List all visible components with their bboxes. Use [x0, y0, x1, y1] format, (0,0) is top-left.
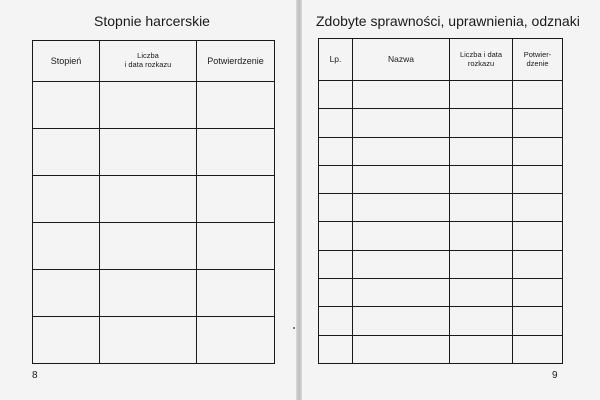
table-cell[interactable]: [513, 137, 563, 165]
table-row: [319, 222, 563, 250]
table-row: [33, 317, 275, 364]
table-cell[interactable]: [513, 307, 563, 335]
table-cell[interactable]: [450, 222, 513, 250]
paper-speck: [293, 327, 295, 329]
table-cell[interactable]: [513, 81, 563, 109]
column-header-confirmation: Potwierdzenie: [197, 41, 275, 82]
ranks-table-header-row: [33, 41, 275, 82]
book-spine: [296, 0, 302, 400]
table-cell[interactable]: [33, 176, 100, 223]
table-cell[interactable]: [319, 194, 353, 222]
table-cell[interactable]: [100, 129, 197, 176]
table-cell[interactable]: [450, 137, 513, 165]
table-cell[interactable]: [100, 317, 197, 364]
table-row: [319, 194, 563, 222]
table-cell[interactable]: [450, 307, 513, 335]
ranks-title: Stopnie harcerskie: [94, 13, 210, 29]
page-number-right: 9: [552, 370, 558, 381]
table-cell[interactable]: [319, 222, 353, 250]
table-cell[interactable]: [197, 223, 275, 270]
table-cell[interactable]: [450, 194, 513, 222]
table-row: [319, 279, 563, 307]
page-number-left: 8: [32, 370, 38, 381]
table-cell[interactable]: [513, 222, 563, 250]
table-cell[interactable]: [319, 165, 353, 193]
table-cell[interactable]: [450, 279, 513, 307]
table-cell[interactable]: [353, 335, 450, 363]
table-cell[interactable]: [450, 109, 513, 137]
column-header-rank: Stopień: [33, 41, 100, 82]
badges-table-body: [319, 81, 563, 364]
badges-table: [318, 38, 563, 364]
table-cell[interactable]: [197, 129, 275, 176]
table-cell[interactable]: [513, 250, 563, 278]
table-row: [33, 270, 275, 317]
table-row: [319, 165, 563, 193]
table-cell[interactable]: [33, 270, 100, 317]
column-header-confirmation-text: Potwier- dzenie: [523, 49, 552, 68]
table-row: [319, 81, 563, 109]
table-cell[interactable]: [197, 82, 275, 129]
table-row: [33, 129, 275, 176]
table-cell[interactable]: [450, 165, 513, 193]
table-cell[interactable]: [197, 317, 275, 364]
table-cell[interactable]: [353, 194, 450, 222]
table-cell[interactable]: [33, 82, 100, 129]
column-header-order-number-date-text: Liczba i data rozkazu: [124, 51, 172, 69]
table-row: [33, 176, 275, 223]
column-header-order-number-date: [100, 41, 197, 82]
table-cell[interactable]: [513, 165, 563, 193]
ranks-table: [32, 40, 275, 364]
table-row: [319, 109, 563, 137]
table-cell[interactable]: [319, 137, 353, 165]
table-cell[interactable]: [353, 307, 450, 335]
table-cell[interactable]: [319, 109, 353, 137]
table-row: [319, 137, 563, 165]
table-cell[interactable]: [513, 335, 563, 363]
badges-title: Zdobyte sprawności, uprawnienia, odznaki: [316, 13, 580, 29]
table-cell[interactable]: [319, 279, 353, 307]
table-cell[interactable]: [513, 194, 563, 222]
table-cell[interactable]: [353, 165, 450, 193]
table-row: [319, 307, 563, 335]
column-header-name: Nazwa: [353, 39, 450, 81]
column-header-confirmation: [513, 39, 563, 81]
table-cell[interactable]: [319, 335, 353, 363]
table-cell[interactable]: [353, 279, 450, 307]
table-cell[interactable]: [450, 250, 513, 278]
table-cell[interactable]: [197, 176, 275, 223]
table-cell[interactable]: [100, 82, 197, 129]
table-cell[interactable]: [513, 279, 563, 307]
badges-table-header-row: [319, 39, 563, 81]
table-cell[interactable]: [319, 81, 353, 109]
table-cell[interactable]: [513, 109, 563, 137]
table-cell[interactable]: [353, 222, 450, 250]
table-cell[interactable]: [353, 250, 450, 278]
table-cell[interactable]: [450, 335, 513, 363]
table-cell[interactable]: [319, 250, 353, 278]
ranks-table-body: [33, 82, 275, 364]
table-cell[interactable]: [33, 317, 100, 364]
table-row: [33, 82, 275, 129]
table-row: [33, 223, 275, 270]
table-cell[interactable]: [450, 81, 513, 109]
table-cell[interactable]: [197, 270, 275, 317]
table-row: [319, 250, 563, 278]
table-cell[interactable]: [319, 307, 353, 335]
table-cell[interactable]: [33, 129, 100, 176]
table-cell[interactable]: [353, 137, 450, 165]
column-header-number: Lp.: [319, 39, 353, 81]
table-cell[interactable]: [353, 109, 450, 137]
table-cell[interactable]: [100, 223, 197, 270]
column-header-order-number-date: [450, 39, 513, 81]
table-cell[interactable]: [353, 81, 450, 109]
table-cell[interactable]: [100, 270, 197, 317]
table-row: [319, 335, 563, 363]
table-cell[interactable]: [100, 176, 197, 223]
column-header-order-number-date-text: Liczba i data rozkazu: [459, 49, 503, 68]
table-cell[interactable]: [33, 223, 100, 270]
